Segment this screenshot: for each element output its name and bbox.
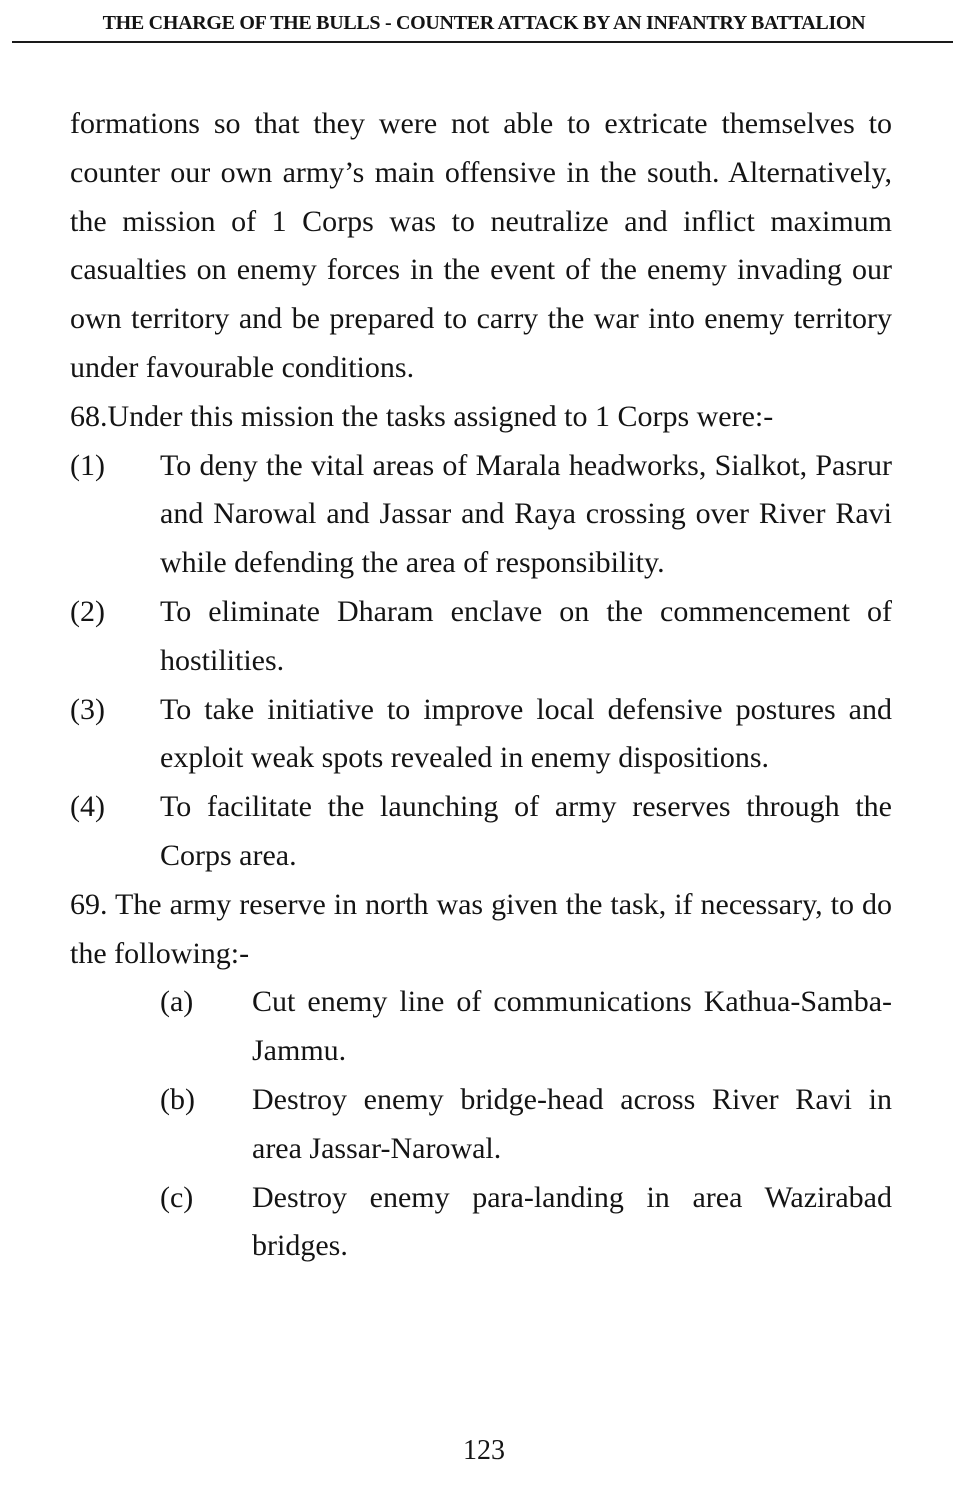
- task-text: To eliminate Dharam enclave on the commencement of hostilities.: [160, 594, 892, 677]
- page-number: 123: [463, 1435, 505, 1466]
- reserve-task-a: [160, 978, 892, 1076]
- running-header: THE CHARGE OF THE BULLS - COUNTER ATTACK BY AN INFANTRY BATTALION: [102, 12, 866, 34]
- reserve-task-text: Destroy enemy para-landing in area Wazirabad bridges.: [252, 1180, 892, 1263]
- task-item-2: [70, 588, 892, 686]
- task-number: (4): [70, 790, 105, 824]
- task-number: (3): [70, 692, 105, 726]
- task-number: (2): [70, 594, 105, 628]
- reserve-task-text: Cut enemy line of communications Kathua-Samba-Jammu.: [252, 985, 892, 1068]
- reserve-task-b: [160, 1076, 892, 1174]
- intro-paragraph: formations so that they were not able to extricate themselves to counter our own army’s main offensive in the south. Alternatively, the mission of 1 Corps was to neutralize and inflict maximum casualties on enemy forces in the event of the enemy invading our own territory and be prepared to carry the war into enemy territory under favourable conditions.: [70, 107, 892, 384]
- reserve-task-letter: (b): [160, 1082, 195, 1116]
- task-number: (1): [70, 448, 105, 482]
- task-text: To take initiative to improve local defensive postures and exploit weak spots revealed in enemy dispositions.: [160, 692, 892, 775]
- reserve-task-c: [160, 1174, 892, 1272]
- task-item-3: [70, 686, 892, 784]
- task-text: To deny the vital areas of Marala headworks, Sialkot, Pasrur and Narowal and Jassar and Raya crossing over River Ravi while defending the area of responsibility.: [160, 448, 892, 580]
- task-item-4: [70, 783, 892, 881]
- page-body: [70, 100, 892, 1271]
- reserve-task-text: Destroy enemy bridge-head across River Ravi in area Jassar-Narowal.: [252, 1082, 892, 1165]
- task-text: To facilitate the launching of army reserves through the Corps area.: [160, 790, 892, 872]
- task-item-1: [70, 442, 892, 588]
- header-rule: [12, 41, 953, 43]
- paragraph-69: 69. The army reserve in north was given the task, if necessary, to do the following:-: [70, 887, 892, 970]
- paragraph-68: 68.Under this mission the tasks assigned to 1 Corps were:-: [70, 399, 774, 433]
- reserve-task-letter: (c): [160, 1180, 194, 1214]
- reserve-task-letter: (a): [160, 985, 194, 1019]
